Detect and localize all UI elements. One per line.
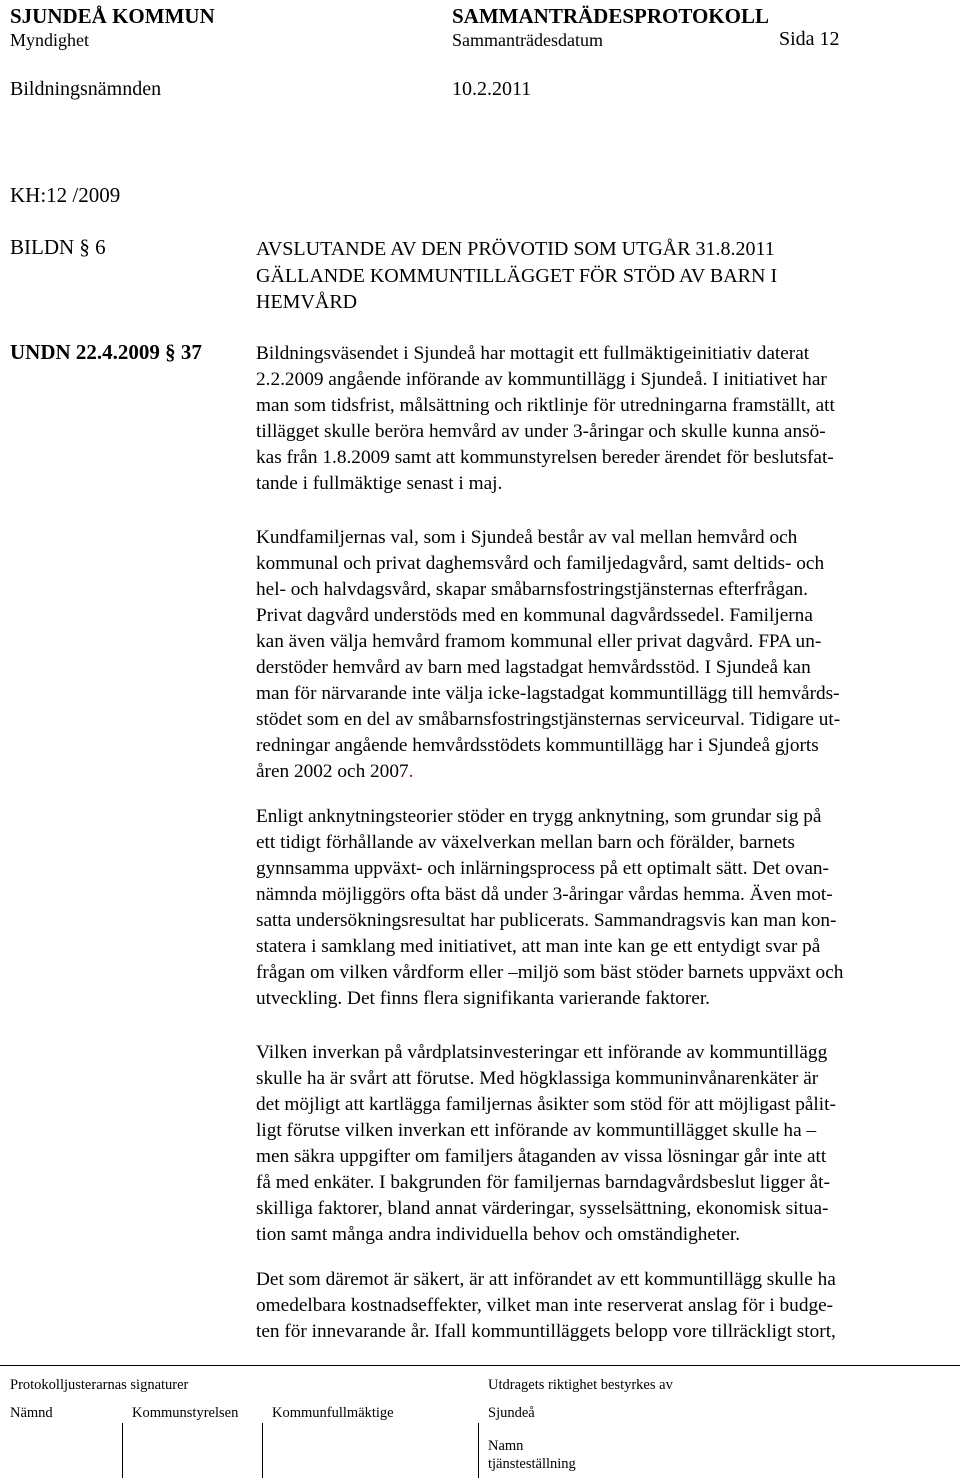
text-line: Det som däremot är säkert, är att införandet av ett kommuntillägg skulle ha	[256, 1269, 836, 1290]
text-line: 2.2.2009 angående införande av kommuntillägg i Sjundeå. I initiativet har	[256, 369, 827, 390]
text-line: man som tidsfrist, målsättning och riktlinje för utredningarna framställt, att	[256, 395, 835, 416]
text-line: gynnsamma uppväxt- och inlärningsprocess på ett optimalt sätt. Det ovan-	[256, 858, 829, 879]
text-line-main: åren 2002 och 2007	[256, 761, 409, 782]
date-label: Sammanträdesdatum	[452, 30, 603, 50]
paragraph-investment-impact	[256, 1040, 956, 1248]
text-line: statera i samklang med initiativet, att man inte kan ge ett entydigt svar på	[256, 936, 821, 957]
text-line: ten för innevarande år. Ifall kommuntilläggets belopp vore tillräckligt stort,	[256, 1321, 836, 1342]
meeting-date: 10.2.2011	[452, 78, 532, 100]
case-reference: KH:12 /2009	[10, 183, 121, 207]
signature-divider	[478, 1423, 479, 1478]
case-title-line: HEMVÅRD	[256, 291, 358, 313]
text-line: tillägget skulle beröra hemvård av under 3-åringar och skulle kunna ansö-	[256, 421, 826, 442]
authority-label: Myndighet	[10, 30, 89, 50]
text-line: kas från 1.8.2009 samt att kommunstyrelsen bereder ärendet för beslutsfat-	[256, 447, 834, 468]
authority-name: Bildningsnämnden	[10, 78, 162, 100]
paragraph-initiative	[256, 341, 956, 497]
text-line: utveckling. Det finns flera signifikanta varierande faktorer.	[256, 988, 711, 1009]
text-line: kommunal och privat daghemsvård och familjedagvård, samt deltids- och	[256, 553, 825, 574]
text-line: omedelbara kostnadseffekter, vilket man inte reserverat anslag för i budge-	[256, 1295, 834, 1316]
document-type: SAMMANTRÄDESPROTOKOLL	[452, 4, 769, 28]
text-line: ett tidigt förhållande av växelverkan mellan barn och förälder, barnets	[256, 832, 795, 853]
text-line: skilliga faktorer, bland annat värderingar, sysselsättning, ekonomisk situa-	[256, 1198, 829, 1219]
red-period: .	[408, 761, 414, 782]
signature-divider	[122, 1423, 123, 1478]
text-line: Kundfamiljernas val, som i Sjundeå består av val mellan hemvård och	[256, 527, 798, 548]
footer-divider	[0, 1365, 960, 1366]
page-number: Sida 12	[779, 28, 840, 50]
text-line: tande i fullmäktige senast i maj.	[256, 473, 503, 494]
undn-section-label: UNDN 22.4.2009 § 37	[10, 340, 202, 364]
signature-footer	[0, 1365, 960, 1478]
case-title	[256, 236, 777, 316]
text-line: Enligt anknytningsteorier stöder en trygg anknytning, som grundar sig på	[256, 806, 822, 827]
text-line: Privat dagvård understöds med en kommunal dagvårdssedel. Familjerna	[256, 605, 813, 626]
signatures-label: Protokolljusterarnas signaturer	[10, 1377, 189, 1393]
signature-col-namnd: Nämnd	[10, 1405, 53, 1421]
text-line: Bildningsväsendet i Sjundeå har mottagit ett fullmäktigeinitiativ daterat	[256, 343, 810, 364]
signature-divider	[262, 1423, 263, 1478]
text-line: redningar angående hemvårdsstödets kommuntillägg har i Sjundeå gjorts	[256, 735, 819, 756]
text-line: men säkra uppgifter om familjers åtaganden av vissa lösningar går inte att	[256, 1146, 827, 1167]
text-line: satta undersökningsresultat har publicerats. Sammandragsvis kan man kon-	[256, 910, 837, 931]
paragraph-customer-choice	[256, 525, 956, 785]
text-line: hel- och halvdagsvård, skapar småbarnsfostringstjänsternas efterfrågan.	[256, 579, 808, 600]
bildn-section-label: BILDN § 6	[10, 235, 106, 259]
certify-label: Utdragets riktighet bestyrkes av	[488, 1377, 673, 1393]
certify-place: Sjundeå	[488, 1405, 535, 1421]
paragraph-cost-effects	[256, 1267, 956, 1345]
text-line: tion samt många andra individuella behov och omständigheter.	[256, 1224, 741, 1245]
text-line: kan även välja hemvård framom kommunal eller privat dagvård. FPA un-	[256, 631, 822, 652]
text-line: frågan om vilken vårdform eller –miljö som bäst stöder barnets uppväxt och	[256, 962, 844, 983]
text-line: det möjligt att kartlägga familjernas åsikter som stöd för att möjligast pålit-	[256, 1094, 836, 1115]
text-line	[256, 759, 956, 785]
paragraph-attachment-theory	[256, 804, 956, 1012]
text-line: nämnda möjliggörs ofta bäst då under 3-åringar vårdas hemma. Även mot-	[256, 884, 833, 905]
signature-col-kommunfullmaktige: Kommunfullmäktige	[272, 1405, 394, 1421]
org-name: SJUNDEÅ KOMMUN	[10, 4, 215, 28]
certify-name-label: Namn	[488, 1438, 524, 1454]
text-line: ligt förutse vilken inverkan ett införande av kommuntillägget skulle ha –	[256, 1120, 817, 1141]
text-line: stödet som en del av småbarnsfostringstjänsternas serviceurval. Tidigare ut-	[256, 709, 841, 730]
case-title-line: AVSLUTANDE AV DEN PRÖVOTID SOM UTGÅR 31.8.2011	[256, 238, 775, 260]
case-title-line: GÄLLANDE KOMMUNTILLÄGGET FÖR STÖD AV BARN I	[256, 264, 778, 287]
text-line: derstöder hemvård av barn med lagstadgat hemvårdsstöd. I Sjundeå kan	[256, 657, 811, 678]
text-line: få med enkäter. I bakgrunden för familjernas barndagvårdsbeslut ligger åt-	[256, 1172, 830, 1193]
text-line: Vilken inverkan på vårdplatsinvesteringar ett införande av kommuntillägg	[256, 1042, 828, 1063]
signature-col-kommunstyrelsen: Kommunstyrelsen	[132, 1405, 239, 1421]
text-line: skulle ha är svårt att förutse. Med högklassiga kommuninvånarenkäter är	[256, 1068, 819, 1089]
text-line: man för närvarande inte välja icke-lagstadgat kommuntillägg till hemvårds-	[256, 683, 840, 704]
certify-position-label: tjänsteställning	[488, 1456, 576, 1472]
